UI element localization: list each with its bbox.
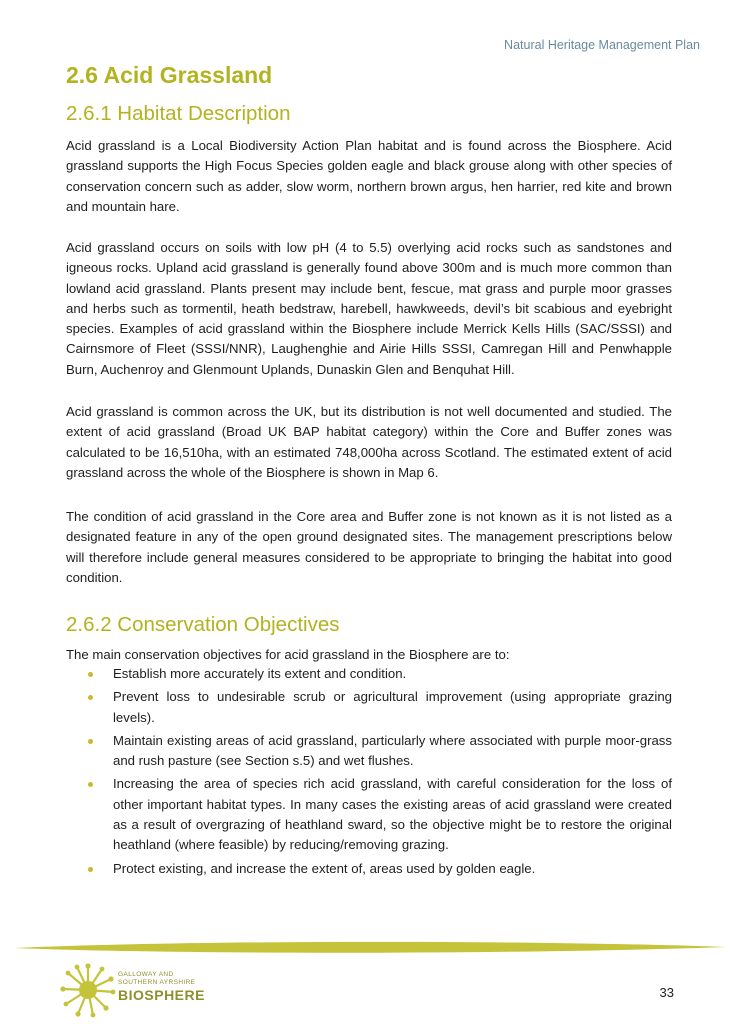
objectives-list bbox=[66, 664, 672, 882]
logo-line-1: GALLOWAY AND bbox=[118, 971, 174, 978]
list-item bbox=[66, 859, 672, 879]
list-item-text: Maintain existing areas of acid grassland, particularly where associated with purple moor-grass and rush pasture (see Section s.5) and wet flushes. bbox=[113, 732, 672, 769]
list-item-text: Establish more accurately its extent and condition. bbox=[113, 666, 407, 681]
list-item-text: Increasing the area of species rich acid grassland, with careful consideration for the loss of other important habitat types. In many cases the existing areas of acid grassland were created as a result of overgrazing of heathland sward, so the objective might be to restore the original heathland (where feasible) by reducing/removing grazing. bbox=[113, 776, 672, 853]
bullet-icon bbox=[88, 739, 93, 744]
bullet-icon bbox=[88, 672, 93, 677]
section-title: 2.6 Acid Grassland bbox=[66, 62, 273, 88]
bullet-icon bbox=[88, 695, 93, 700]
list-item-text: Prevent loss to undesirable scrub or agricultural improvement (using appropriate grazing levels). bbox=[113, 689, 672, 725]
bullet-icon bbox=[88, 867, 93, 872]
objectives-intro: The main conservation objectives for acid grassland in the Biosphere are to: bbox=[66, 647, 510, 662]
list-item bbox=[66, 664, 672, 684]
page-number: 33 bbox=[659, 985, 674, 1000]
habitat-heading: 2.6.1 Habitat Description bbox=[66, 102, 291, 125]
objectives-heading: 2.6.2 Conservation Objectives bbox=[66, 613, 340, 636]
logo-line-3: BIOSPHERE bbox=[118, 987, 205, 1003]
habitat-paragraph-3: Acid grassland is common across the UK, but its distribution is not well documented and studied. The extent of acid grassland (Broad UK BAP habitat category) within the Core and Buffer zones was calculated to be 16,510ha, with an estimated 748,000ha across Scotland. The estimated extent of acid grassland across the whole of the Biosphere is shown in Map 6. bbox=[66, 404, 672, 480]
list-item bbox=[66, 731, 672, 772]
habitat-paragraph-2: Acid grassland occurs on soils with low pH (4 to 5.5) overlying acid rocks such as sandstones and igneous rocks. Upland acid grassland is generally found above 300m and is much more common than lowland acid grassland. Plants present may include bent, fescue, mat grass and purple moor grasses and herbs such as tormentil, heath bedstraw, harebell, hawkweeds, devil’s bit scabious and eyebright species. Examples of acid grassland within the Biosphere include Merrick Kells Hills (SAC/SSSI) and Cairnsmore of Fleet (SSSI/NNR), Laughenghie and Airie Hills SSSI, Camregan Hill and Penwhapple Burn, Auchenroy and Glenmount Uplands, Dunaskin Glen and Benquhat Hill. bbox=[66, 240, 672, 377]
running-header: Natural Heritage Management Plan bbox=[504, 38, 700, 52]
list-item bbox=[66, 687, 672, 728]
list-item-text: Protect existing, and increase the extent of, areas used by golden eagle. bbox=[113, 860, 536, 876]
biosphere-logo-text bbox=[118, 971, 205, 1003]
footer-swoosh bbox=[14, 938, 726, 958]
habitat-paragraph-4: The condition of acid grassland in the Core area and Buffer zone is not known as it is not listed as a designated feature in any of the open ground designated sites. The management prescriptions below will therefore include general measures considered to be appropriate to bringing the habitat into good condition. bbox=[66, 509, 672, 585]
biosphere-logo-icon bbox=[60, 962, 116, 1018]
logo-line-2: SOUTHERN AYRSHIRE bbox=[118, 979, 196, 986]
list-item bbox=[66, 774, 672, 855]
habitat-paragraph-1: Acid grassland is a Local Biodiversity Action Plan habitat and is found across the Biosphere. Acid grassland supports the High Focus Species golden eagle and black grouse along with other species of conservation concern such as adder, slow worm, northern brown argus, hen harrier, red kite and brown and mountain hare. bbox=[66, 138, 672, 214]
bullet-icon bbox=[88, 782, 93, 787]
